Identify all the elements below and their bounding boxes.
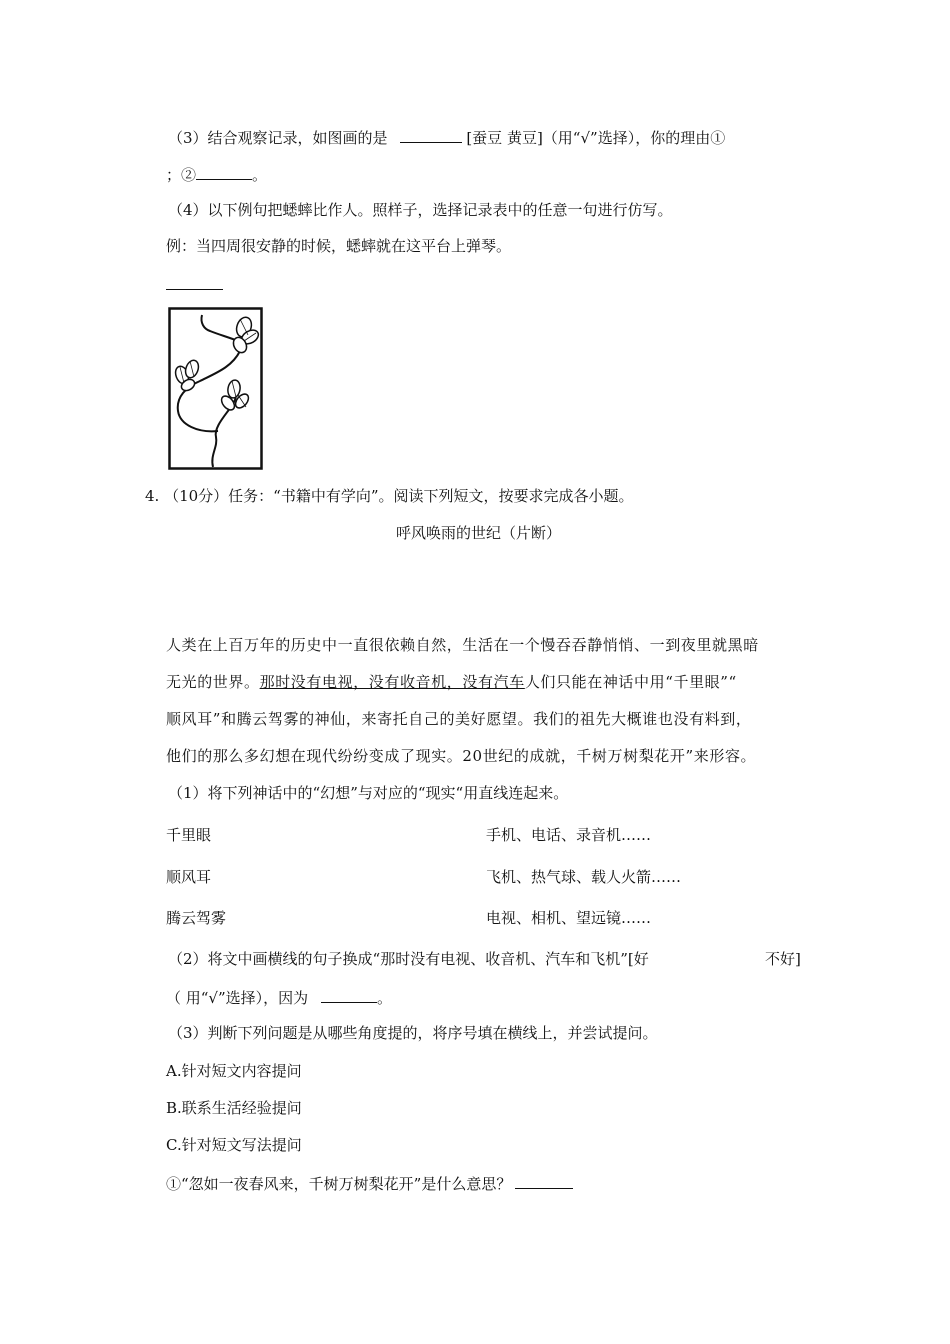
q4-para-line1: 人类在上百万年的历史中一直很依赖自然，生活在一个慢吞吞静悄悄、一到夜里就黑暗	[166, 636, 759, 654]
q4-sub2-line1: （2）将文中画横线的句子换成“那时没有电视、收音机、汽车和飞机”[好	[168, 950, 649, 968]
q3-part3-options: [蚕豆 黄豆]（用“√”选择），你的理由①	[466, 129, 726, 147]
seedling-drawing	[168, 307, 263, 470]
q4-passage-title: 呼风唤雨的世纪（片断）	[396, 524, 562, 542]
q4-sub3-question1	[166, 1172, 573, 1194]
q3-part3-cont-prefix: ；②	[166, 166, 197, 184]
q3-part3-line1	[168, 126, 725, 148]
sub2-line2-post: 。	[376, 989, 392, 1007]
q3-part4-answer-line[interactable]	[166, 273, 223, 295]
q4-header: 4. （10分）任务：“书籍中有学向”。阅读下列短文，按要求完成各小题。	[145, 487, 634, 505]
answer-blank[interactable]	[196, 163, 252, 180]
underlined-sentence: 那时没有电视，没有收音机，没有汽车	[259, 673, 525, 691]
q4-para-line3: 顺风耳”和腾云驾雾的神仙，来寄托自己的美好愿望。我们的祖先大概谁也没有料到，	[166, 710, 752, 728]
q4-sub3: （3）判断下列问题是从哪些角度提的，将序号填在横线上，并尝试提问。	[168, 1024, 658, 1042]
q3-part3-cont-suffix: 。	[252, 166, 268, 184]
option-a: A.针对短文内容提问	[166, 1062, 302, 1080]
answer-blank[interactable]	[515, 1172, 573, 1189]
q3-part3-prefix: （3）结合观察记录，如图画的是	[168, 129, 388, 147]
q4-para-line4: 他们的那么多幻想在现代纷纷变成了现实。20世纪的成就，千树万树梨花开”来形容。	[166, 747, 757, 765]
match-right-3[interactable]: 电视、相机、望远镜……	[486, 909, 652, 927]
q3-part3-line2	[166, 163, 267, 185]
match-left-2[interactable]: 顺风耳	[166, 868, 212, 886]
match-right-1[interactable]: 手机、电话、录音机……	[486, 826, 652, 844]
match-left-1[interactable]: 千里眼	[166, 826, 212, 844]
answer-blank[interactable]	[400, 126, 462, 143]
q4-sub1: （1）将下列神话中的“幻想”与对应的“现实“用直线连起来。	[168, 784, 569, 802]
para-line2-pre: 无光的世界。	[166, 673, 260, 691]
q3-part4-example: 例：当四周很安静的时候，蟋蟀就在这平台上弹琴。	[166, 237, 512, 255]
leaves	[173, 315, 261, 412]
sub2-line2-pre: （ 用“√”选择），因为	[166, 989, 309, 1007]
question1-text: ①“忽如一夜春风来，千树万树梨花开”是什么意思？	[166, 1175, 512, 1193]
q4-sub2-line2	[166, 986, 392, 1008]
option-b: B.联系生活经验提问	[166, 1099, 302, 1117]
match-right-2[interactable]: 飞机、热气球、载人火箭……	[486, 868, 682, 886]
para-line2-post: 人们只能在神话中用“千里眼”“	[524, 673, 737, 691]
q3-part4-instruction: （4）以下例句把蟋蟀比作人。照样子，选择记录表中的任意一句进行仿写。	[168, 201, 673, 219]
q4-para-line2	[166, 672, 737, 692]
answer-blank[interactable]	[321, 986, 377, 1003]
option-c: C.针对短文写法提问	[166, 1136, 302, 1154]
answer-blank[interactable]	[166, 273, 223, 290]
q4-sub2-option-bad[interactable]: 不好]	[765, 950, 801, 968]
match-left-3[interactable]: 腾云驾雾	[166, 909, 227, 927]
